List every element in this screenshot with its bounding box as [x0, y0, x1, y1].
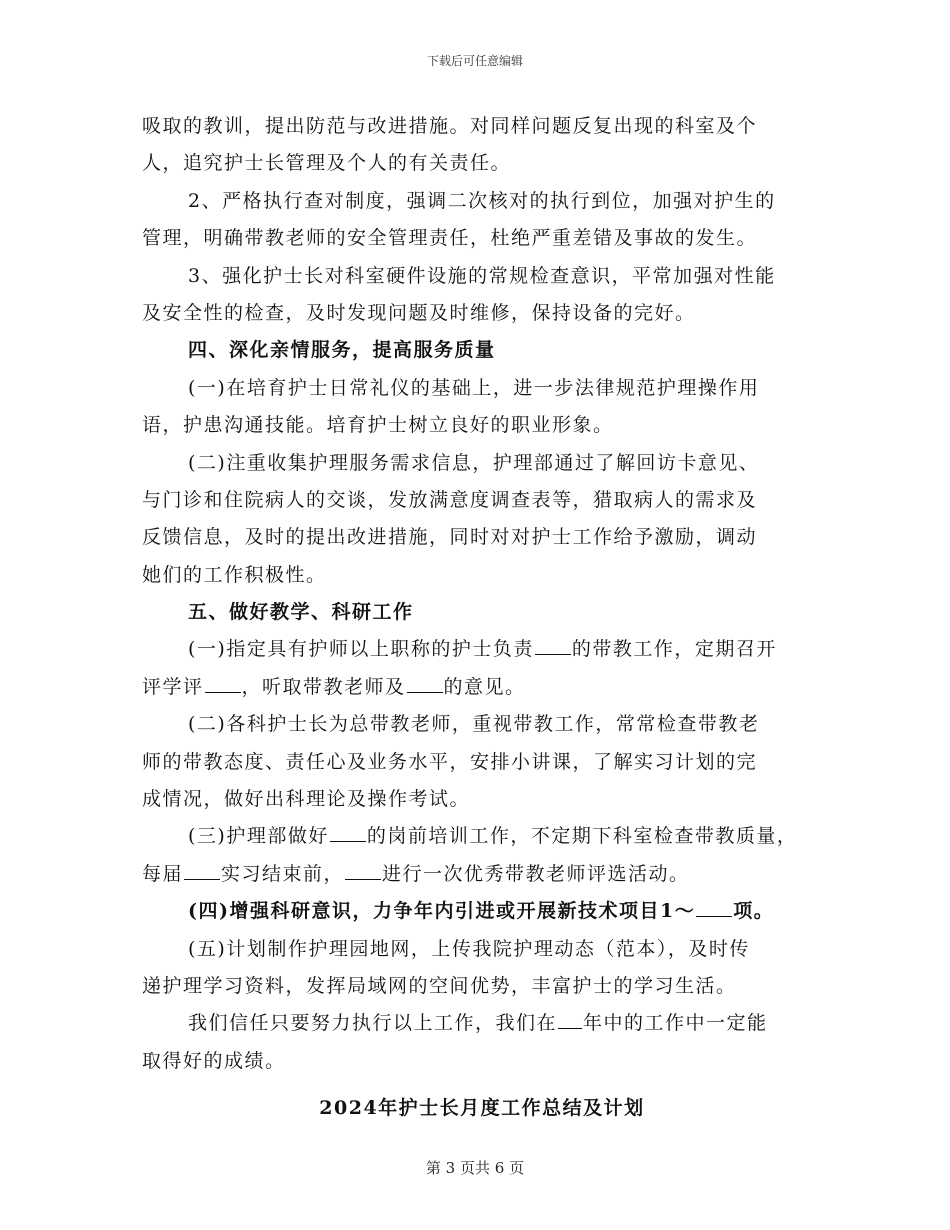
paragraph-line: 管理，明确带教老师的安全管理责任，杜绝严重差错及事故的发生。 [142, 227, 758, 250]
paragraph-line: 及安全性的检查，及时发现问题及时维修，保持设备的完好。 [142, 301, 696, 324]
text-segment: 进行一次优秀带教老师评选活动。 [382, 862, 690, 885]
text-segment: 的岗前培训工作，不定期下科室检查带教质量， [366, 825, 798, 848]
text-segment: ，听取带教老师及 [241, 675, 406, 698]
paragraph-line: 语，护患沟通技能。培育护士树立良好的职业形象。 [142, 414, 614, 437]
paragraph-line: (二)各科护士长为总带教老师，重视带教工作，常常检查带教老 [188, 713, 760, 736]
text-segment: (四)增强科研意识，力争年内引进或开展新技术项目1～ [188, 900, 696, 923]
fill-in-blank [184, 860, 220, 880]
paragraph-line: 人，追究护士长管理及个人的有关责任。 [142, 152, 512, 175]
fill-in-blank [330, 822, 366, 842]
fill-in-blank [205, 673, 241, 693]
paragraph-line [142, 818, 822, 855]
paragraph-line: (一)在培育护士日常礼仪的基础上，进一步法律规范护理操作用 [188, 376, 760, 399]
text-segment: 每届 [142, 862, 184, 885]
fill-in-blank [345, 860, 381, 880]
paragraph-line [142, 893, 822, 930]
document-title: 2024年护士长月度工作总结及计划 [319, 1097, 645, 1120]
fill-in-blank [407, 673, 443, 693]
document-body [142, 108, 822, 1128]
paragraph-line [142, 1005, 822, 1042]
paragraph-line: (五)计划制作护理园地网，上传我院护理动态（范本），及时传 [188, 937, 750, 960]
text-segment: (三)护理部做好 [188, 825, 329, 848]
paragraph-line: 与门诊和住院病人的交谈，发放满意度调查表等，猎取病人的需求及 [142, 488, 758, 511]
paragraph-line: (二)注重收集护理服务需求信息，护理部通过了解回访卡意见、 [188, 451, 760, 474]
page-footer: 第 3 页共 6 页 [425, 1159, 525, 1177]
paragraph-line: 成情况，做好出科理论及操作考试。 [142, 788, 471, 811]
paragraph-line: 2、严格执行查对制度，强调二次核对的执行到位，加强对护生的 [188, 189, 776, 212]
text-segment: 评学评 [142, 675, 204, 698]
section-heading: 四、深化亲情服务，提高服务质量 [188, 339, 496, 362]
text-segment: 的意见。 [443, 675, 526, 698]
text-segment: 项。 [733, 900, 775, 923]
paragraph-line: 反馈信息，及时的提出改进措施，同时对对护士工作给予激励，调动 [142, 526, 758, 549]
paragraph-line: 她们的工作积极性。 [142, 563, 327, 586]
fill-in-blank [558, 1009, 582, 1029]
fill-in-blank [535, 635, 571, 655]
paragraph-line: 师的带教态度、责任心及业务水平，安排小讲课，了解实习计划的完 [142, 750, 758, 773]
text-segment: (一)指定具有护师以上职称的护士负责 [188, 638, 534, 661]
paragraph-line: 3、强化护士长对科室硬件设施的常规检查意识，平常加强对性能 [188, 264, 776, 287]
text-segment: 年中的工作中一定能 [583, 1012, 768, 1035]
paragraph-line: 吸取的教训，提出防范与改进措施。对同样问题反复出现的科室及个 [142, 115, 758, 137]
paragraph-line [142, 856, 822, 893]
paragraph-line [142, 669, 822, 706]
fill-in-blank [696, 897, 732, 917]
section-heading: 五、做好教学、科研工作 [188, 601, 414, 624]
text-segment: 实习结束前， [221, 862, 345, 885]
text-segment: 的带教工作，定期召开 [571, 638, 777, 661]
paragraph-line: 取得好的成绩。 [142, 1049, 286, 1072]
page-header: 下载后可任意编辑 [426, 54, 523, 68]
paragraph-line: 递护理学习资料，发挥局域网的空间优势，丰富护士的学习生活。 [142, 974, 737, 997]
paragraph-line [142, 631, 822, 668]
text-segment: 我们信任只要努力执行以上工作，我们在 [188, 1012, 558, 1035]
